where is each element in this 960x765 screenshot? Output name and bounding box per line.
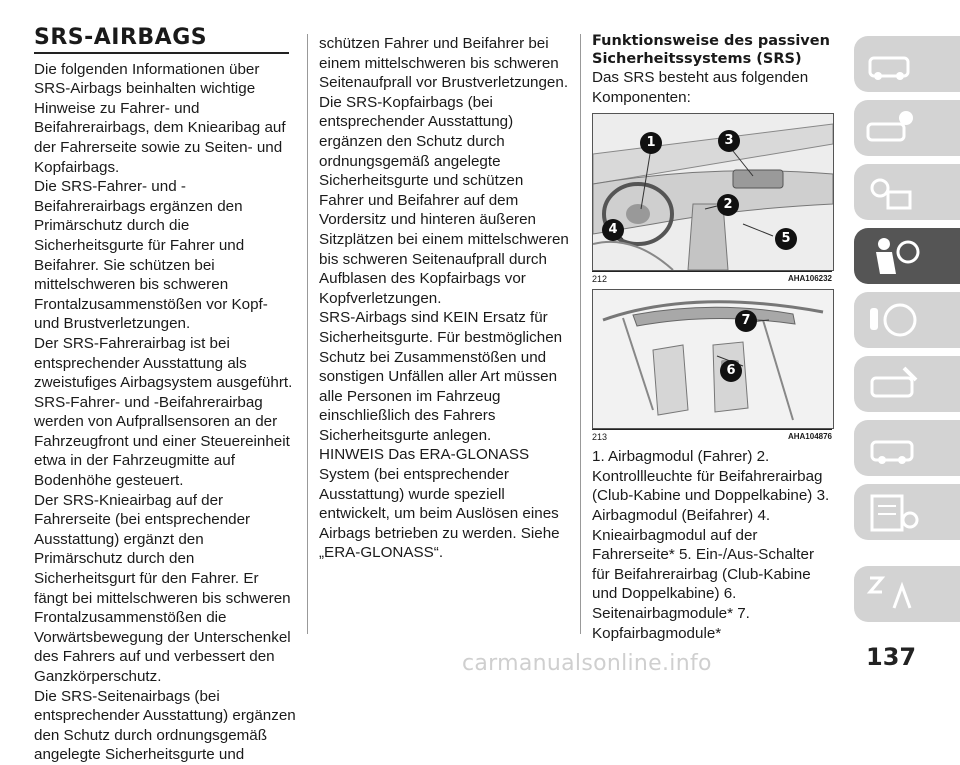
tab-car-info-i[interactable] (854, 100, 960, 156)
index-alphabet-icon (864, 572, 924, 616)
tab-warning-lights[interactable] (854, 164, 960, 220)
car-info-i-icon (864, 108, 914, 148)
callout-6: 6 (720, 360, 742, 382)
tab-car-info[interactable] (854, 36, 960, 92)
dashboard-illustration (593, 114, 833, 270)
car-service-icon (864, 426, 924, 470)
tab-steering-key[interactable] (854, 292, 960, 348)
tab-airbag-seat[interactable] (854, 228, 960, 284)
tab-index[interactable] (854, 566, 960, 622)
callout-5: 5 (775, 228, 797, 250)
figure-caption-213 (592, 429, 832, 443)
callout-2: 2 (717, 194, 739, 216)
figure-number: 213 (592, 432, 608, 443)
col1-body: Die folgenden Informationen über SRS-Airbags beinhalten wichtige Hinweise zu Fahrer- und Beifahrerairbags, dem Kniearibag auf der Fahrerseite sowie zu Seiten- und Kopfairbags. Die SRS-Fahrer- und -Beifahrerairbags ergänzen den Primärschutz durch die Sicherheitsgurte für Fahrer und Beifahrer. Sie schützen bei mittelschweren bis schweren Frontalzusammenstößen vor Kopf- und Brustverletzungen. Der SRS-Fahrerairbag ist bei entsprechender Ausstattung als zweistufiges Airbagsystem ausgeführt. SRS-Fahrer- und -Beifahrerairbag werden von Aufprallsensoren an der Fahrzeugfront und einer Steuereinheit etwa in der Fahrzeugmitte auf Bodenhöhe gesteuert. Der SRS-Knieairbag auf der Fahrerseite (bei entsprechender Ausstattung) ergänzt den Primärschutz durch den Sicherheitsgurt für den Fahrer. Er fängt bei mittelschweren bis schweren Frontalzusammenstößen die Vorwärtsbewegung der Unterschenkel des Fahrers auf und verbessert den Ganzkörperschutz. Die SRS-Seitenairbags (bei entsprechender Ausstattung) ergänzen den Schutz durch ordnungsgemäß angelegte Sicherheitsgurte und (34, 60, 296, 764)
column-2 (319, 34, 569, 563)
figure-dashboard-airbags (592, 113, 834, 271)
column-divider-1 (307, 34, 308, 634)
car-wrench-icon (864, 362, 924, 406)
component-legend: 1. Airbagmodul (Fahrer) 2. Kontrollleuchte für Beifahrerairbag (Club-Kabine und Doppelkabine) 3. Airbagmodul (Beifahrer) 4. Knieairbagmodul auf der Fahrerseite* 5. Ein-/Aus-Schalter für Beifahrerairbag (Club-Kabine und Doppelkabine) 6. Seitenairbagmodule* 7. Kopfairbagmodule* (592, 448, 830, 642)
page-title: SRS-AIRBAGS (34, 28, 289, 54)
callout-1: 1 (640, 132, 662, 154)
figure-caption-212 (592, 271, 832, 285)
chapter-sidebar (848, 0, 960, 678)
section-intro: Das SRS besteht aus folgenden Komponenten: (592, 69, 809, 106)
tab-specs-list[interactable] (854, 484, 960, 540)
airbag-seat-icon (864, 234, 924, 278)
column-1 (34, 25, 296, 765)
figure-number: 212 (592, 274, 608, 285)
page-number: 137 (866, 643, 917, 671)
tab-car-wrench[interactable] (854, 356, 960, 412)
watermark: carmanualsonline.info (462, 651, 712, 676)
steering-wheel-key-icon (864, 298, 924, 342)
figure-side-airbags (592, 289, 834, 429)
column-divider-2 (580, 34, 581, 634)
side-airbag-illustration (593, 290, 833, 428)
figure-code: AHA106232 (787, 274, 832, 284)
figure-code: AHA104876 (787, 432, 832, 442)
section-heading: Funktionsweise des passiven Sicherheitssystems (SRS) (592, 33, 830, 67)
callout-4: 4 (602, 219, 624, 241)
callout-7: 7 (735, 310, 757, 332)
warning-lights-icon (864, 172, 914, 212)
callout-3: 3 (718, 130, 740, 152)
car-info-icon (864, 44, 914, 84)
specs-list-icon (864, 490, 924, 534)
column-3 (592, 32, 832, 643)
col2-body: schützen Fahrer und Beifahrer bei einem mittelschweren bis schweren Seitenaufprall vor Brustverletzungen. Die SRS-Kopfairbags (bei entsprechender Ausstattung) ergänzen den Schutz durch ordnungsgemäß angelegte Sicherheitsgurte und schützen Fahrer und Beifahrer auf dem Vordersitz und hinteren äußeren Sitzplätzen bei einem mittelschweren bis schweren Seitenaufprall durch Aufblasen des Kopfairbags vor Kopfverletzungen. SRS-Airbags sind KEIN Ersatz für Sicherheitsgurte. Für bestmöglichen Schutz bei Zusammenstößen und sonstigen Unfällen aller Art müssen alle Personen im Fahrzeug einschließlich des Fahrers Sicherheitsgurte anlegen. HINWEIS Das ERA-GLONASS System (bei entsprechender Ausstattung) wurde speziell entwickelt, um beim Auslösen eines Airbags betrieben zu werden. Siehe „ERA-GLONASS“. (319, 35, 569, 562)
tab-car-service[interactable] (854, 420, 960, 476)
